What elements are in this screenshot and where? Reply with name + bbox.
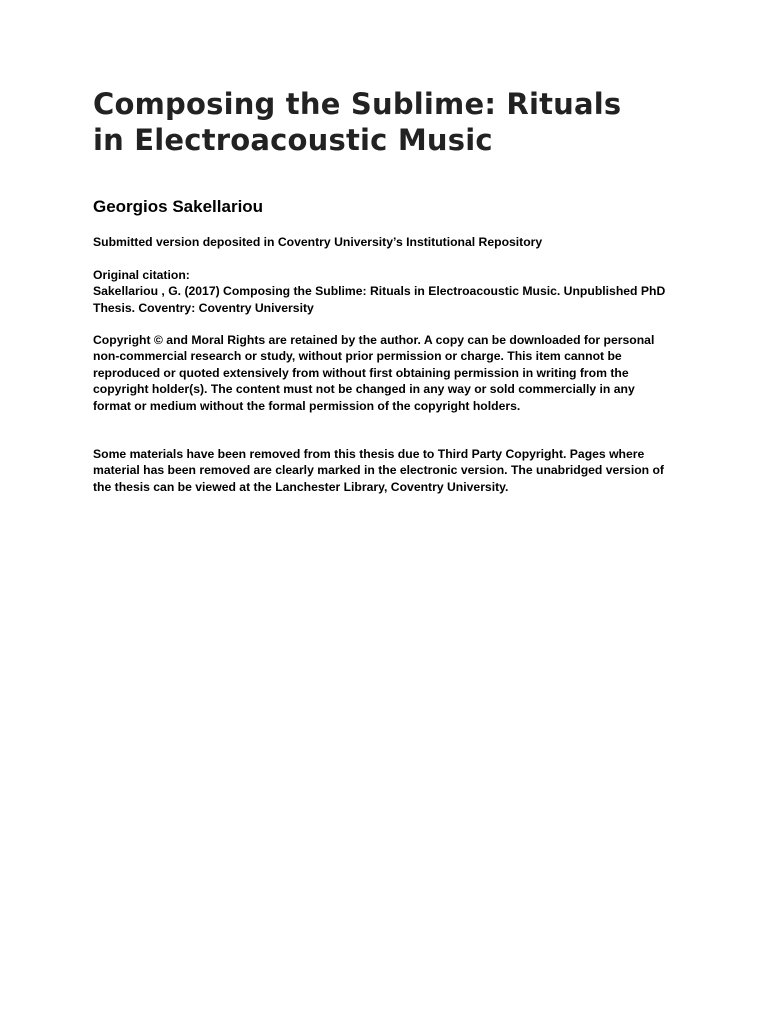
- document-page: [93, 86, 683, 494]
- copyright-notice: [93, 332, 683, 414]
- citation-block: [93, 267, 683, 316]
- copyright-line: format or medium without the formal permission of the copyright holders.: [93, 398, 521, 413]
- third-party-notice: [93, 446, 683, 495]
- author-name: Georgios Sakellariou: [93, 197, 264, 216]
- title-line: in Electroacoustic Music: [93, 123, 493, 157]
- citation-line: Thesis. Coventry: Coventry University: [93, 300, 314, 315]
- copyright-line: copyright holder(s). The content must not be changed in any way or sold commercially in any: [93, 382, 635, 397]
- copyright-line: Copyright © and Moral Rights are retained by the author. A copy can be downloaded for personal: [93, 333, 655, 347]
- title-line: Composing the Sublime: Rituals: [93, 87, 622, 121]
- citation-label: Original citation:: [93, 268, 190, 282]
- document-title: [93, 86, 683, 158]
- third-party-line: material has been removed are clearly marked in the electronic version. The unabridged version of: [93, 463, 664, 478]
- copyright-line: reproduced or quoted extensively from without first obtaining permission in writing from the: [93, 365, 629, 380]
- third-party-line: Some materials have been removed from this thesis due to Third Party Copyright. Pages where: [93, 447, 645, 461]
- third-party-line: the thesis can be viewed at the Lanchester Library, Coventry University.: [93, 479, 509, 494]
- deposit-note: Submitted version deposited in Coventry University’s Institutional Repository: [93, 235, 543, 249]
- copyright-line: non-commercial research or study, without prior permission or charge. This item cannot be: [93, 349, 622, 364]
- citation-line: Sakellariou , G. (2017) Composing the Sublime: Rituals in Electroacoustic Music. Unpublished PhD: [93, 284, 666, 299]
